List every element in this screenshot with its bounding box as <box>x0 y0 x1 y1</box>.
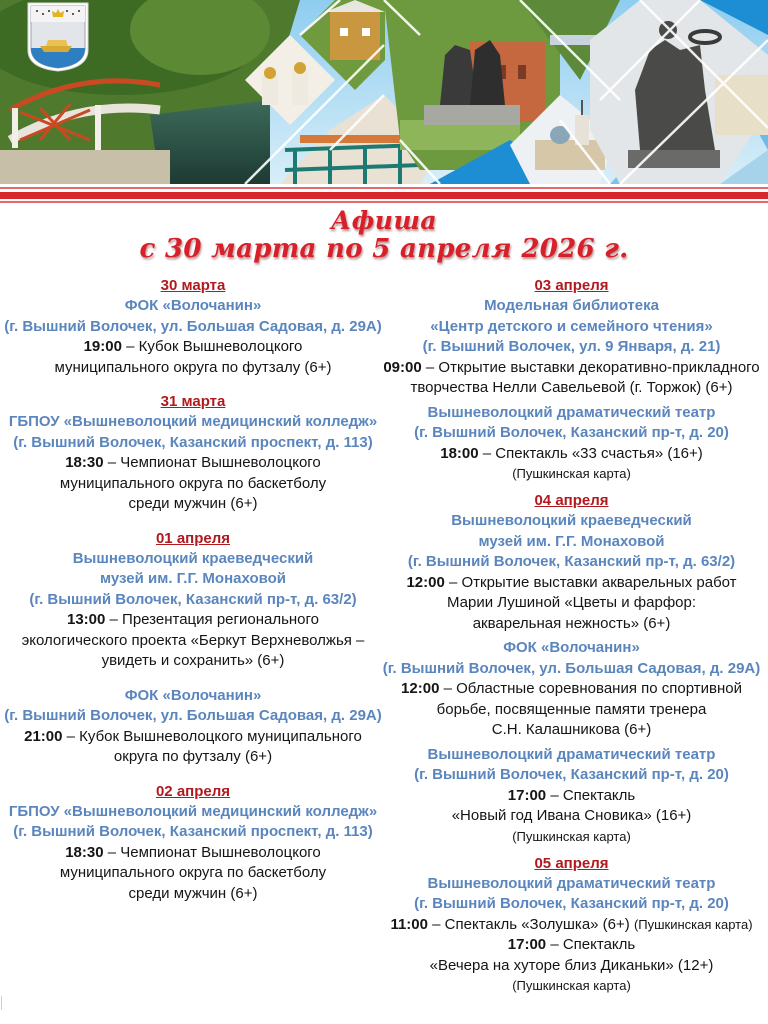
event-text: – Презентация регионального <box>109 611 319 628</box>
event-line: увидеть и сохранить» (6+) <box>101 652 285 669</box>
event-line <box>375 786 768 807</box>
venue-name: Вышневолоцкий драматический театр <box>427 874 716 892</box>
event-time: 21:00 <box>24 727 63 745</box>
event-time: 18:00 <box>440 444 479 462</box>
day-block <box>375 491 768 846</box>
day-date: 30 марта <box>160 277 226 294</box>
event-text: – Кубок Вышневолоцкого муниципального <box>66 727 362 745</box>
event-time: 17:00 <box>507 786 547 804</box>
event-time: 17:00 <box>507 936 547 953</box>
event-line: С.Н. Калашникова (6+) <box>491 721 652 738</box>
event-text: – Открытие выставки акварельных работ <box>448 573 737 591</box>
event-text: – Спектакль «Золушка» (6+) <box>432 915 630 933</box>
day-date: 02 апреля <box>155 782 231 800</box>
schedule-right-column <box>375 276 768 1005</box>
event-time: 19:00 <box>83 338 122 355</box>
coat-of-arms-icon <box>26 2 90 72</box>
venue-address: (г. Вышний Волочек, Казанский пр-т, д. 20) <box>414 424 729 441</box>
event-line <box>375 444 768 465</box>
event-line <box>0 727 386 748</box>
venue-name: Вышневолоцкий краеведческий <box>72 549 314 567</box>
event-text: – Областные соревнования по спортивной <box>443 680 742 697</box>
venue-name: ФОК «Волочанин» <box>124 686 262 704</box>
pushkin-card-note: (Пушкинская карта) <box>512 466 631 481</box>
event-time: 12:00 <box>406 573 445 591</box>
venue-name: «Центр детского и семейного чтения» <box>430 317 713 335</box>
event-line: борьбе, посвященные памяти тренера <box>436 700 707 718</box>
event-line <box>375 573 768 594</box>
event-line <box>375 679 768 700</box>
day-date: 01 апреля <box>155 529 231 547</box>
event-line <box>0 453 386 474</box>
event-line <box>0 337 386 358</box>
event-text: – Спектакль «33 счастья» (16+) <box>482 444 703 462</box>
event-line: муниципального округа по футзалу (6+) <box>54 358 332 376</box>
venue-name: Вышневолоцкий драматический театр <box>427 745 716 763</box>
venue-address: (г. Вышний Волочек, Казанский пр-т, д. 20) <box>414 766 729 783</box>
day-date: 04 апреля <box>534 492 609 509</box>
event-line: Марии Лушиной «Цветы и фарфор: <box>446 594 697 611</box>
event-time: 09:00 <box>383 358 422 376</box>
venue-address: (г. Вышний Волочек, Казанский пр-т, д. 20) <box>414 895 729 912</box>
pushkin-card-note: (Пушкинская карта) <box>512 978 631 993</box>
event-line: среди мужчин (6+) <box>128 495 258 512</box>
event-line: экологического проекта «Беркут Верхневолжья – <box>21 631 365 649</box>
poster-title: Афиша <box>330 206 438 235</box>
day-date: 05 апреля <box>534 854 609 872</box>
event-text: – Кубок Вышневолоцкого <box>126 338 303 355</box>
divider-thin-top <box>0 187 768 189</box>
divider-thin-bottom <box>0 201 768 203</box>
event-time: 11:00 <box>390 915 428 933</box>
divider-thick <box>0 192 768 199</box>
header-banner <box>0 0 768 184</box>
event-time: 12:00 <box>401 680 440 697</box>
event-line <box>375 358 768 379</box>
event-line <box>0 843 386 864</box>
venue-name: Вышневолоцкий краеведческий <box>451 512 692 529</box>
venue-address: (г. Вышний Волочек, ул. Большая Садовая, д. 29А) <box>4 317 382 335</box>
event-line: среди мужчин (6+) <box>128 884 258 902</box>
pushkin-card-note: (Пушкинская карта) <box>512 828 631 844</box>
event-line: «Вечера на хуторе близ Диканьки» (12+) <box>429 956 714 974</box>
event-line: округа по футзалу (6+) <box>113 748 273 765</box>
event-time: 18:30 <box>65 843 104 861</box>
day-block <box>0 782 386 905</box>
venue-name: Вышневолоцкий драматический театр <box>427 403 716 421</box>
event-time: 18:30 <box>65 454 104 471</box>
venue-address: (г. Вышний Волочек, Казанский проспект, д. 113) <box>13 823 373 840</box>
event-time: 13:00 <box>66 611 106 628</box>
venue-name: ГБПОУ «Вышневолоцкий медицинский колледж» <box>8 413 378 430</box>
event-line <box>0 610 386 631</box>
day-block <box>0 276 386 378</box>
day-block <box>0 392 386 515</box>
venue-name: ГБПОУ «Вышневолоцкий медицинский колледж» <box>8 802 378 820</box>
day-block <box>375 854 768 996</box>
venue-address: (г. Вышний Волочек, ул. Большая Садовая, д. 29А) <box>382 659 761 677</box>
venue-name: ФОК «Волочанин» <box>503 639 640 656</box>
red-divider-stripes <box>0 184 768 206</box>
venue-name: ФОК «Волочанин» <box>124 297 262 314</box>
venue-address: (г. Вышний Волочек, Казанский проспект, д. 113) <box>13 433 373 451</box>
day-block <box>0 529 386 768</box>
venue-name: музей им. Г.Г. Монаховой <box>99 570 287 587</box>
venue-address: (г. Вышний Волочек, Казанский пр-т, д. 63/2) <box>29 590 357 608</box>
event-text: – Спектакль <box>550 786 636 804</box>
event-text: – Чемпионат Вышневолоцкого <box>107 454 321 471</box>
edge-mark <box>1 996 2 1010</box>
schedule-left-column <box>0 276 386 914</box>
event-text: – Открытие выставки декоративно-прикладного <box>425 358 760 376</box>
venue-address: (г. Вышний Волочек, ул. 9 Января, д. 21) <box>422 338 721 355</box>
event-line: муниципального округа по баскетболу <box>59 864 327 881</box>
venue-name: Модельная библиотека <box>484 297 659 314</box>
venue-name: музей им. Г.Г. Монаховой <box>478 532 665 550</box>
event-line: «Новый год Ивана Сновика» (16+) <box>451 807 692 824</box>
day-date: 31 марта <box>160 393 226 410</box>
day-date: 03 апреля <box>534 277 609 294</box>
event-line: творчества Нелли Савельевой (г. Торжок) (6+) <box>410 379 733 396</box>
event-line: муниципального округа по баскетболу <box>59 474 327 492</box>
event-line <box>375 935 768 956</box>
venue-address: (г. Вышний Волочек, Казанский пр-т, д. 63/2) <box>407 553 736 570</box>
event-line <box>375 915 768 936</box>
day-block <box>375 276 768 483</box>
event-text: – Чемпионат Вышневолоцкого <box>107 843 321 861</box>
event-line: акварельная нежность» (6+) <box>472 614 671 632</box>
venue-address: (г. Вышний Волочек, ул. Большая Садовая, д. 29А) <box>4 707 382 724</box>
event-text: – Спектакль <box>550 936 636 953</box>
poster-date-range: с 30 марта по 5 апреля 2026 г. <box>139 234 629 264</box>
pushkin-card-note: (Пушкинская карта) <box>633 916 753 932</box>
photo-collage <box>0 0 768 184</box>
